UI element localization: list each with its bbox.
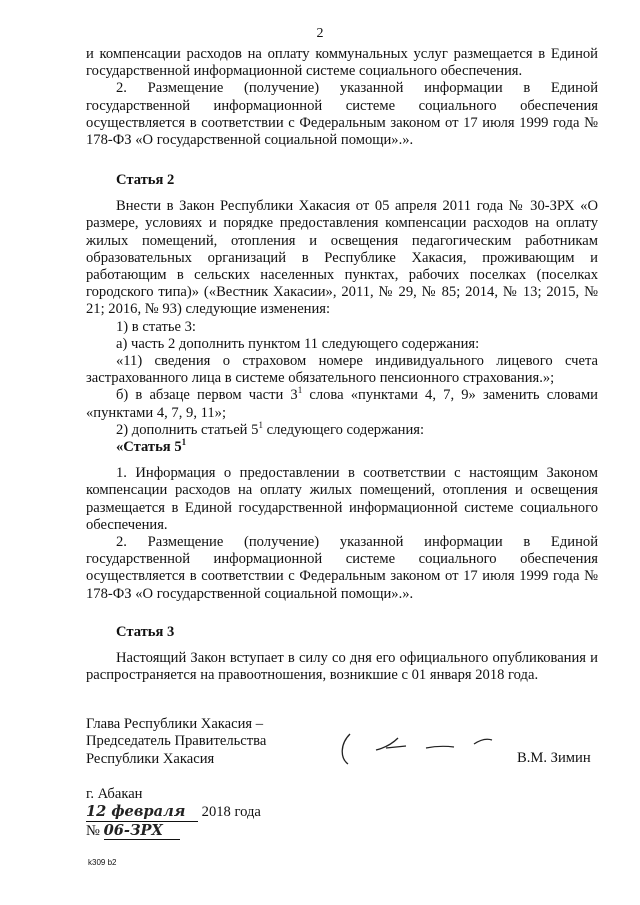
article-3-heading: Статья 3 bbox=[116, 624, 175, 640]
new-article-paragraph-1: 1. Информация о предоставлении в соответствии с настоящим Законом компенсации расходов на оплату жилых помещений, отопления и освещения размещается в Единой государственной информационной системе социального обеспечения. bbox=[86, 465, 598, 533]
number-line: № 06-ЗРХ bbox=[86, 822, 261, 840]
article-2-item-1: 1) в статье 3: bbox=[116, 318, 196, 335]
previous-article-end bbox=[86, 46, 598, 149]
article-2-item-1a-text: «11) сведения о страховом номере индивидуального лицевого счета застрахованного лица в системе обязательного пенсионного страхования.»; bbox=[86, 353, 598, 387]
place: г. Абакан bbox=[86, 786, 143, 802]
page-number: 2 bbox=[316, 26, 324, 41]
signatory-line-1: Глава Республики Хакасия – bbox=[86, 716, 264, 732]
article-2 bbox=[86, 172, 598, 603]
continuation-text: и компенсации расходов на оплату коммунальных услуг размещается в Единой государственной информационной системе социального обеспечения. bbox=[86, 46, 598, 80]
article-2-item-1a: а) часть 2 дополнить пунктом 11 следующего содержания: bbox=[116, 335, 480, 352]
place-and-date bbox=[86, 786, 261, 840]
article-2-item-2: 2) дополнить статьей $5^1$ следующего содержания: bbox=[116, 419, 425, 438]
handwritten-number: 06-ЗРХ bbox=[104, 822, 180, 840]
article-3 bbox=[86, 624, 598, 685]
article-3-text: Настоящий Закон вступает в силу со дня его официального опубликования и распространяется на правоотношения, возникшие с 01 января 2018 года. bbox=[86, 650, 598, 684]
new-article-heading: «Статья $5^1$ bbox=[116, 437, 187, 456]
article-2-heading: Статья 2 bbox=[116, 172, 175, 188]
document-code: k309 b2 bbox=[88, 858, 117, 867]
signatory-name: В.М. Зимин bbox=[517, 750, 591, 766]
article-2-intro: Внести в Закон Республики Хакасия от 05 апреля 2011 года № 30-ЗРХ «О размере, условиях и порядке предоставления компенсации расходов на оплату жилых помещений, отопления и освещения педагогическим работникам образовательных организаций в Республике Хакасия, проживающим и работающим в сельских населенных пунктах, рабочих поселках (поселках городского типа)» («Вестник Хакасии», 2011, № 29, № 85; 2014, № 13; 2015, № 21; 2016, № 93) следующие изменения: bbox=[86, 198, 598, 318]
signatory-line-2: Председатель Правительства bbox=[86, 733, 267, 750]
date-line: 12 февраля 2018 года bbox=[86, 803, 261, 821]
paragraph-2: 2. Размещение (получение) указанной информации в Единой государственной информационной системе социального обеспечения осуществляется в соответствии с Федеральным законом от 17 июля 1999 года № 178-ФЗ «О государственной социальной помощи».». bbox=[86, 80, 598, 149]
new-article-paragraph-2: 2. Размещение (получение) указанной информации в Единой государственной информационной системе социального обеспечения осуществляется в соответствии с Федеральным законом от 17 июля 1999 года № 178-ФЗ «О государственной социальной помощи».». bbox=[86, 534, 598, 602]
handwritten-date: 12 февраля bbox=[86, 803, 198, 821]
handwritten-signature bbox=[336, 728, 506, 772]
signatory-title bbox=[86, 716, 266, 768]
signatory-line-3: Республики Хакасия bbox=[86, 750, 215, 767]
article-2-item-1b: б) в абзаце первом части $3^1$ слова «пунктами 4, 7, 9» заменить словами «пунктами 4, 7, 9, 11»; bbox=[86, 385, 598, 421]
